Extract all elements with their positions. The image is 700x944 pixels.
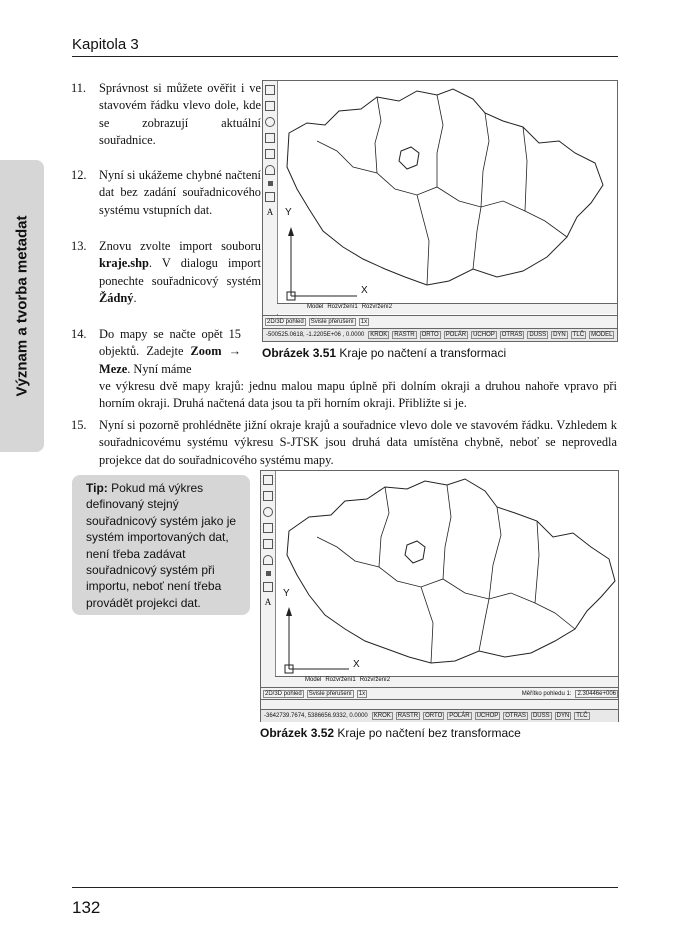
status-toggle[interactable]: DYN xyxy=(556,713,570,719)
status-toggle[interactable]: OTRAS xyxy=(501,332,523,338)
hatch-icon xyxy=(263,582,273,592)
status-toggle[interactable]: TLČ xyxy=(576,713,588,719)
region-outline xyxy=(287,89,603,285)
draw-toolbar xyxy=(261,471,276,721)
list-item-15 xyxy=(71,417,617,469)
text-icon: A xyxy=(264,597,272,607)
axis-y-label: Y xyxy=(283,588,290,599)
item-text: Nyní si ukážeme chybné načtení dat bez zadání souřadnicového systému vstupních dat. xyxy=(99,168,261,217)
circle-icon xyxy=(263,507,273,517)
line-icon xyxy=(263,475,273,485)
view-mode[interactable]: 2D/3D pohled xyxy=(265,691,302,697)
map-czech-regions xyxy=(275,471,618,676)
coordinate-readout: -3642739.7674, 5386656.9332, 0.0000 xyxy=(264,713,368,719)
item-14-continuation: ve výkresu dvě mapy krajů: jednu malou mapu úplně při dolním okraji a druhou nahoře vpravo při horním okraji. Druhá načtená data jsou ta při horním okraji. Přibližte si je. xyxy=(99,379,617,411)
side-tab-label: Význam a tvorba metadat xyxy=(13,215,31,397)
list-item-11 xyxy=(71,80,261,150)
status-toggle[interactable]: DUSS xyxy=(529,332,547,338)
status-toggle[interactable]: UCHOP xyxy=(476,713,499,719)
tab-model[interactable]: Model xyxy=(307,304,324,310)
view-break[interactable]: Svisle přerušení xyxy=(308,691,352,697)
item-text: . Nyní máme xyxy=(127,361,192,376)
caption-label: Obrázek 3.52 xyxy=(260,726,335,740)
point-icon xyxy=(266,571,271,576)
axis-y-label: Y xyxy=(285,207,292,218)
item-number: 11. xyxy=(71,81,87,95)
view-mode[interactable]: 2D/3D pohled xyxy=(267,319,304,325)
region-outline xyxy=(287,479,615,663)
item-number: 13. xyxy=(71,239,87,253)
y-axis-arrow xyxy=(288,227,294,236)
polyline-icon xyxy=(263,491,273,501)
chapter-title: Kapitola 3 xyxy=(72,36,139,53)
scale-label: Měřítko pohledu 1: xyxy=(521,691,572,697)
status-toggle[interactable]: ORTO xyxy=(425,713,443,719)
file-name: kraje.shp xyxy=(99,256,149,271)
tab-layout2[interactable]: Rozvržení2 xyxy=(361,304,393,310)
status-bar xyxy=(263,328,617,341)
prague-outline xyxy=(399,147,419,169)
tab-layout1[interactable]: Rozvržení1 xyxy=(327,304,358,310)
zoom-select[interactable]: 1x xyxy=(358,691,366,697)
status-toggle[interactable]: KROK xyxy=(370,332,388,338)
line-icon xyxy=(265,85,275,95)
item-text: Do mapy se načte opět 15 objektů. Zadejte xyxy=(99,327,241,359)
zoom-select[interactable]: 1x xyxy=(360,319,368,325)
status-toggle[interactable]: RASTR xyxy=(394,332,415,338)
list-item-14 xyxy=(71,326,241,378)
tab-layout1[interactable]: Rozvržení1 xyxy=(325,677,356,683)
layout-tabs xyxy=(277,303,617,314)
figure-3-51-caption xyxy=(262,346,506,360)
figure-3-52-caption xyxy=(260,726,521,740)
y-axis-arrow xyxy=(286,607,292,616)
polygon-icon xyxy=(265,149,275,159)
list-item-12 xyxy=(71,167,261,219)
status-toggle[interactable]: POLÁR xyxy=(445,332,467,338)
tip-body: Pokud má výkres definovaný stejný souřadnicový systém jako je systém importovaných dat, není třeba zadávat souřadnicový systém při importu, neboť není třeba provádět projekci dat. xyxy=(86,481,237,610)
hatch-icon xyxy=(265,192,275,202)
item-text: Nyní si pozorně prohlédněte jižní okraje krajů a souřadnice vlevo dole ve stavovém řádku. Vzhledem k souřadnicovému systému výkresu S-JTSK jsou druhá data umístěna chybně, neboť se neprovedla projekce dat do souřadnicového systému mapy. xyxy=(99,418,617,467)
layout-tabs xyxy=(275,676,618,687)
item-text: Znovu zvolte import souboru xyxy=(99,239,261,253)
tip-label: Tip: xyxy=(86,481,108,495)
status-toggle[interactable]: POLÁR xyxy=(449,713,470,719)
item-text: Správnost si můžete ověřit i ve stavovém řádku vlevo dole, kde se zobrazují aktuální souřadnice. xyxy=(99,81,261,148)
status-toggle[interactable]: MODEL xyxy=(591,332,613,338)
tab-model[interactable]: Model xyxy=(305,677,322,683)
status-toggle[interactable]: DUSS xyxy=(532,713,550,719)
map-czech-regions xyxy=(277,81,617,303)
view-toolbar xyxy=(263,315,617,328)
header-rule xyxy=(72,56,618,57)
item-number: 14. xyxy=(71,327,87,341)
status-toggle[interactable]: ORTO xyxy=(421,332,439,338)
page-number: 132 xyxy=(72,898,101,917)
caption-text: Kraje po načtení a transformaci xyxy=(339,346,507,360)
command-zoom: Zoom xyxy=(190,344,222,359)
status-bar xyxy=(261,709,618,722)
coordinate-system-name: Žádný xyxy=(99,291,134,306)
tab-layout2[interactable]: Rozvržení2 xyxy=(359,677,391,683)
coordinate-readout: -500525.0618, -1.2205E+06 , 0.0000 xyxy=(266,332,365,338)
text-icon: A xyxy=(266,207,274,217)
prague-outline xyxy=(405,541,425,563)
region-border xyxy=(317,141,567,237)
status-toggle[interactable]: RASTR xyxy=(397,713,419,719)
item-number: 15. xyxy=(71,418,87,432)
status-toggle[interactable]: DYN xyxy=(553,332,566,338)
item-number: 12. xyxy=(71,168,87,182)
item-text: . xyxy=(133,291,137,306)
caption-text: Kraje po načtení bez transformace xyxy=(337,726,521,740)
axis-x-label: X xyxy=(353,659,360,670)
rectangle-icon xyxy=(263,523,273,533)
arc-icon xyxy=(263,555,273,565)
tip-text xyxy=(86,480,242,611)
draw-toolbar xyxy=(263,81,278,341)
polyline-icon xyxy=(265,101,275,111)
region-border xyxy=(379,485,539,663)
footer-rule xyxy=(72,887,618,888)
item-text: . V dialogu import ponechte souřadnicový systém xyxy=(99,256,261,288)
status-toggle[interactable]: OTRAS xyxy=(505,713,526,719)
scale-input[interactable]: 2.30446e+006 xyxy=(577,691,616,697)
status-toggle[interactable]: TLČ xyxy=(572,332,585,338)
command-meze: Meze xyxy=(99,361,128,376)
arc-icon xyxy=(265,165,275,175)
status-toggle[interactable]: KROK xyxy=(373,713,391,719)
polygon-icon xyxy=(263,539,273,549)
ucs-axes xyxy=(291,231,357,296)
ucs-axes xyxy=(289,611,349,669)
figure-3-51-screenshot xyxy=(262,80,618,342)
point-icon xyxy=(268,181,273,186)
view-break[interactable]: Svisle přerušení xyxy=(310,319,354,325)
arrow-icon: → xyxy=(228,344,241,359)
list-item-13 xyxy=(71,238,261,308)
rectangle-icon xyxy=(265,133,275,143)
figure-3-52-screenshot xyxy=(260,470,619,722)
status-toggle[interactable]: UCHOP xyxy=(473,332,495,338)
circle-icon xyxy=(265,117,275,127)
axis-x-label: X xyxy=(361,285,368,296)
caption-label: Obrázek 3.51 xyxy=(262,346,337,360)
